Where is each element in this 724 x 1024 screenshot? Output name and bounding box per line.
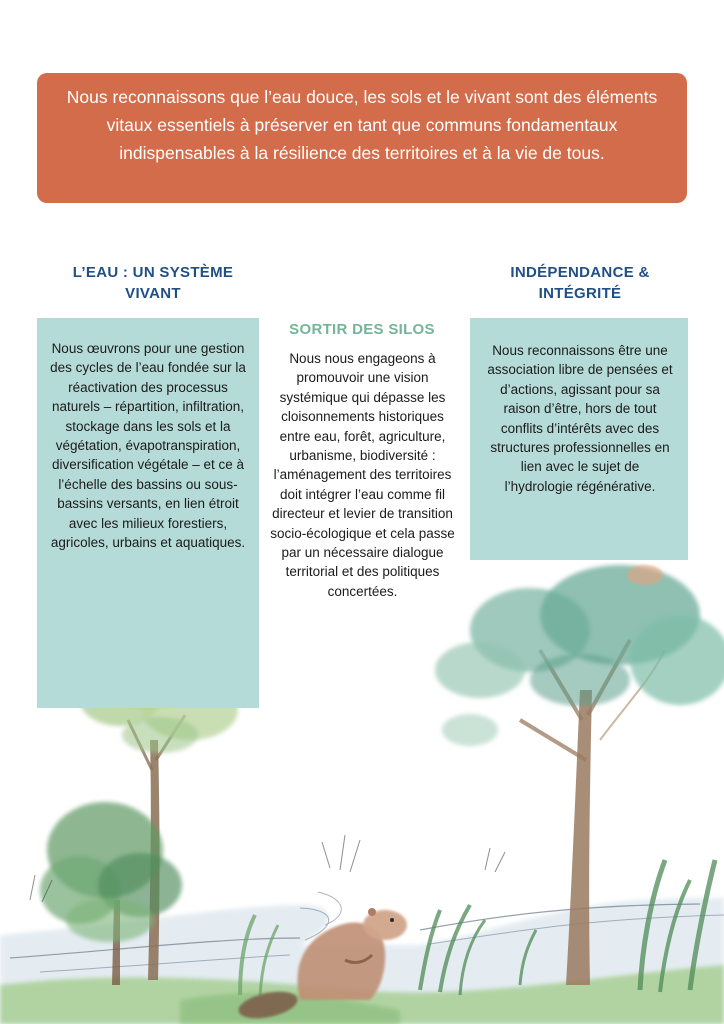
intro-banner bbox=[37, 73, 687, 203]
center-column-body: Nous nous engageons à promouvoir une vision systémique qui dépasse les cloisonnements historiques entre eau, forêt, agriculture, urbanisme, biodiversité : l’aménagement des territoires doit intégrer l’eau comme fil directeur et levier de transition socio-écologique et cela passe par un nécessaire dialogue territorial et des politiques concertées. bbox=[270, 351, 455, 599]
intro-text: Nous reconnaissons que l’eau douce, les sols et le vivant sont des éléments vitaux essentiels à préserver en tant que communs fondamentaux indispensables à la résilience des territoires et à la vie de tous. bbox=[66, 87, 658, 163]
right-column-body: Nous reconnaissons être une association libre de pensées et d’actions, agissant pour sa raison d’être, hors de tout conflits d’intérêts avec des structures professionnelles en lien avec le sujet de l’hydrologie régénérative. bbox=[487, 343, 673, 494]
left-column-title: L’EAU : UN SYSTÈME VIVANT bbox=[72, 264, 234, 302]
left-column-body: Nous œuvrons pour une gestion des cycles de l’eau fondée sur la réactivation des processus naturels – répartition, infiltration, stockage dans les sols et la végétation, évapotranspiration, diversification végétale – et ce à l’échelle des bassins ou sous-bassins versants, en lien étroit avec les milieux forestiers, agricoles, urbains et aquatiques. bbox=[50, 341, 246, 551]
right-column-title: INDÉPENDANCE & INTÉGRITÉ bbox=[510, 264, 650, 302]
center-column-title: SORTIR DES SILOS bbox=[289, 321, 435, 338]
